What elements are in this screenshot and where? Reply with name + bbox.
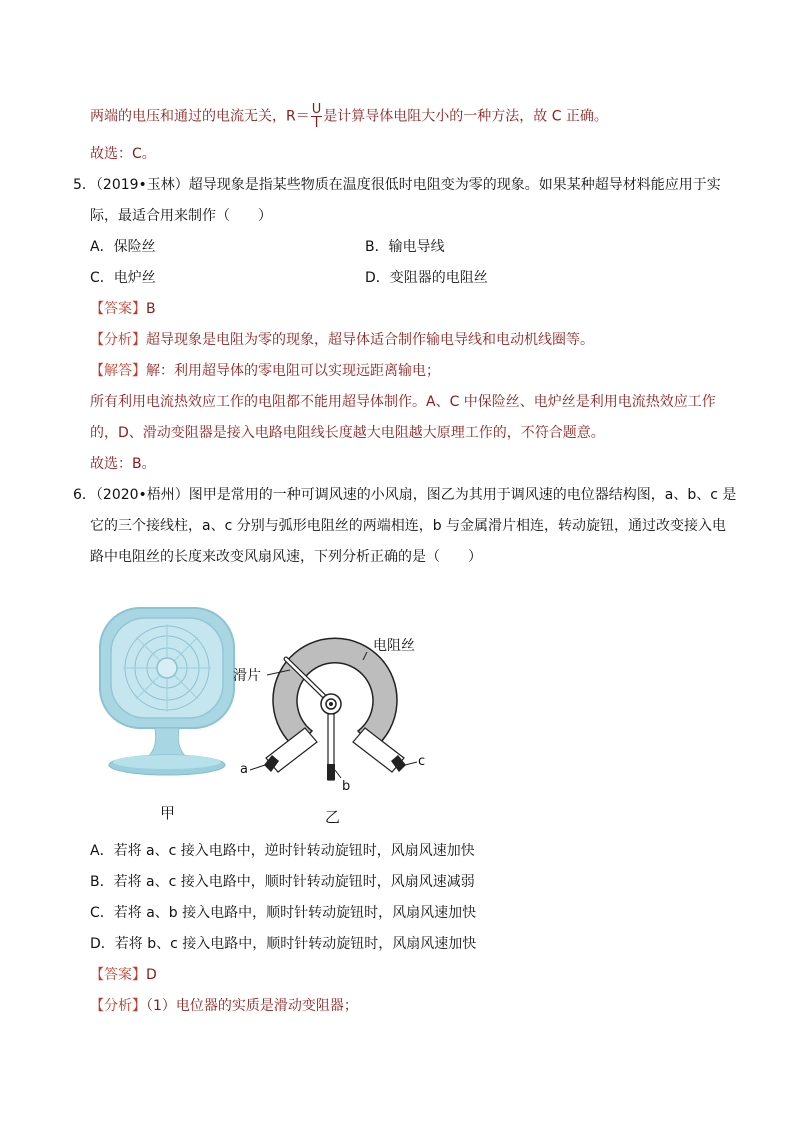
q5-solution-line3: 的，D、滑动变阻器是接入电路电阻线长度越大电阻越大原理工作的，不符合题意。 (90, 425, 605, 441)
label-figure-yi: 乙 (325, 808, 341, 826)
potentiometer-diagram (250, 638, 417, 780)
analysis-tag: 【分析】 (90, 998, 146, 1014)
q6-stem-line2: 它的三个接线柱，a、c 分别与弧形电阻丝的两端相连，b 与金属滑片相连，转动旋钮，通过改变接入电 (90, 518, 727, 534)
q5-option-d: D．变阻器的电阻丝 (365, 270, 488, 286)
q6-stem-line3: 路中电阻丝的长度来改变风扇风速，下列分析正确的是（ ） (90, 549, 482, 565)
analysis-text: 超导现象是电阻为零的现象，超导体适合制作输电导线和电动机线圈等。 (146, 332, 594, 348)
q5-stem-line2: 际，最适合用来制作（ ） (90, 208, 272, 224)
label-terminal-b: b (342, 779, 351, 794)
label-figure-jia: 甲 (160, 804, 176, 822)
analysis-text: （1）电位器的实质是滑动变阻器； (146, 998, 358, 1014)
answer-value: D (146, 967, 157, 983)
q5-choice: 故选：B。 (90, 456, 156, 472)
solution-tag: 【解答】 (90, 363, 146, 379)
answer-tag: 【答案】 (90, 967, 146, 983)
resistance-wire (273, 638, 397, 748)
q5-solution (90, 361, 440, 381)
q5-solution-line2: 所有利用电流热效应工作的电阻都不能用超导体制作。A、C 中保险丝、电炉丝是利用电流热效应工作 (90, 394, 716, 410)
q6-option-d: D．若将 b、c 接入电路中，顺时针转动旋钮时，风扇风速加快 (90, 936, 477, 952)
q5-option-b: B．输电导线 (365, 239, 445, 255)
q5-stem-line1: 5．（2019•玉林）超导现象是指某些物质在温度很低时电阻变为零的现象。如果某种超导材料能应用于实 (73, 177, 721, 193)
q5-option-c: C．电炉丝 (90, 270, 156, 286)
fan-image (100, 608, 234, 775)
q6-stem-line1: 6．（2020•梧州）图甲是常用的一种可调风速的小风扇，图乙为其用于调风速的电位器结构图，a、b、c 是 (73, 487, 737, 503)
q6-option-a: A．若将 a、c 接入电路中，逆时针转动旋钮时，风扇风速加快 (90, 843, 475, 859)
q5-option-a: A．保险丝 (90, 239, 156, 255)
answer-value: B (146, 301, 156, 317)
prev-explanation-line (90, 103, 608, 130)
fraction-denominator: I (314, 116, 319, 131)
prev-choice: 故选：C。 (90, 146, 156, 162)
q6-analysis (90, 996, 358, 1016)
prev-explanation-text-a: 两端的电压和通过的电流无关，R＝ (90, 108, 310, 125)
q6-option-b: B．若将 a、c 接入电路中，顺时针转动旋钮时，风扇风速减弱 (90, 874, 475, 890)
analysis-tag: 【分析】 (90, 332, 146, 348)
resistance-fraction (311, 103, 323, 130)
q6-figure (95, 600, 455, 830)
answer-tag: 【答案】 (90, 301, 146, 317)
prev-explanation-text-b: 是计算导体电阻大小的一种方法，故 C 正确。 (323, 108, 608, 125)
q5-analysis (90, 330, 594, 350)
solution-text: 解：利用超导体的零电阻可以实现远距离输电； (146, 363, 440, 379)
label-terminal-a: a (240, 762, 248, 777)
q6-option-c: C．若将 a、b 接入电路中，顺时针转动旋钮时，风扇风速加快 (90, 905, 477, 921)
label-slider: 滑片 (233, 668, 261, 684)
label-resistance-wire: 电阻丝 (373, 638, 415, 654)
label-terminal-c: c (418, 754, 426, 769)
fraction-numerator: U (311, 102, 322, 117)
q5-answer (90, 299, 156, 319)
q6-answer (90, 965, 157, 985)
